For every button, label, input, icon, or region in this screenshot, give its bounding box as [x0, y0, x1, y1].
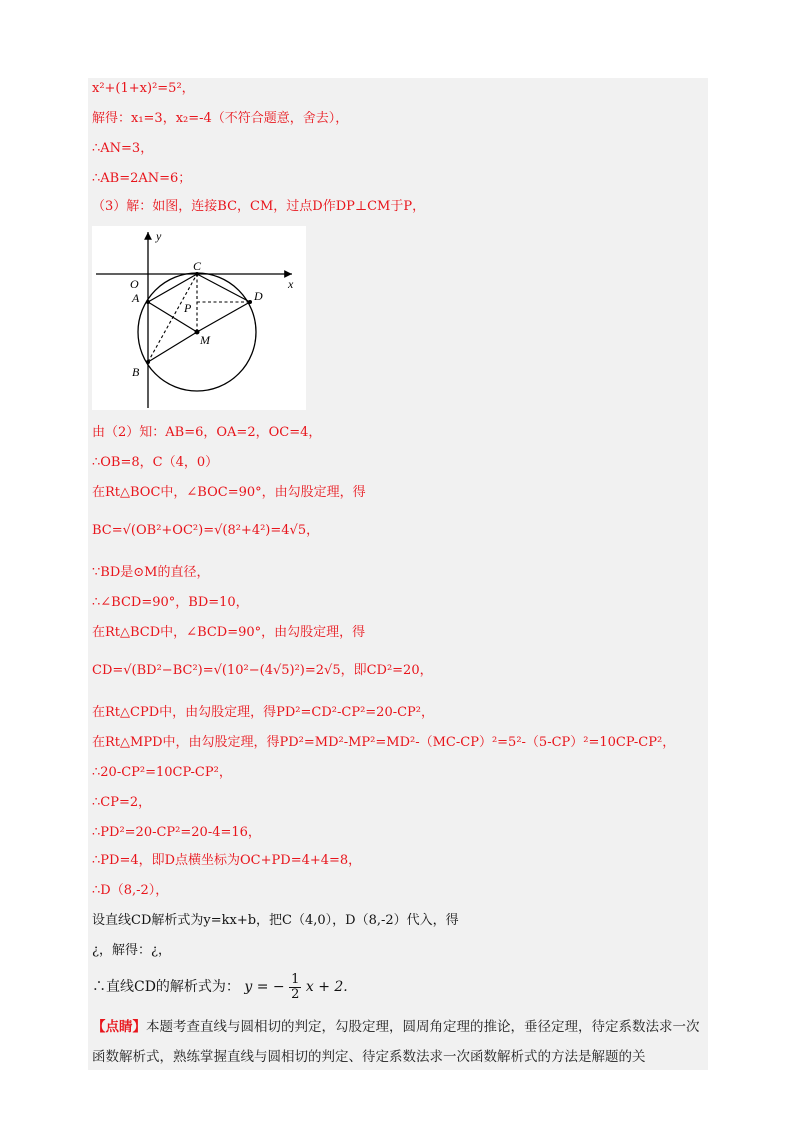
line-cd-result [92, 970, 348, 1004]
geometry-figure [92, 226, 306, 410]
point-d [248, 300, 252, 304]
ob-value-line: ∴OB=8，C（4，0） [92, 455, 219, 470]
given-values-line: 由（2）知：AB=6，OA=2，OC=4， [92, 425, 322, 440]
part3-intro-line: （3）解：如图，连接BC，CM，过点D作DP⊥CM于P， [92, 199, 426, 214]
pd-value-line: ∴PD=4，即D点横坐标为OC+PD=4+4=8， [92, 853, 362, 868]
solve-line: ¿，解得：¿， [92, 943, 171, 958]
result-suffix: x + 2. [305, 979, 348, 995]
point-d-line: ∴D（8,-2）， [92, 883, 169, 898]
line-cd-setup-line: 设直线CD解析式为y=kx+b，把C（4,0），D（8,-2）代入，得 [92, 913, 459, 928]
point-m [195, 330, 200, 335]
segment-bc [148, 274, 197, 362]
triangle-bcd-line: 在Rt△BCD中，∠BCD=90°，由勾股定理，得 [92, 625, 366, 640]
label-b: B [132, 365, 140, 379]
bc-formula-line: BC=√(OB²+OC²)=√(8²+4²)=4√5， [92, 523, 320, 538]
key-point-text: 本题考查直线与圆相切的判定，勾股定理，圆周角定理的推论，垂径定理，待定系数法求一次函数解析式，熟练掌握直线与圆相切的判定、待定系数法求一次函数解析式的方法是解题的关 [92, 1019, 700, 1065]
point-b [146, 360, 150, 364]
label-d: D [254, 289, 263, 303]
label-c: C [193, 259, 202, 273]
label-p: P [184, 301, 192, 315]
fraction-numerator: 1 [291, 971, 300, 987]
circle-diagram [92, 226, 306, 410]
ab-value-line: ∴AB=2AN=6； [92, 171, 192, 186]
label-x: x [288, 277, 294, 291]
result-prefix: ∴直线CD的解析式为： [92, 979, 240, 995]
result-y: y = − [244, 979, 285, 995]
segment-bm [148, 332, 197, 362]
equation-line-1: x²+(1+x)²=5²， [92, 81, 195, 96]
triangle-mpd-line: 在Rt△MPD中，由勾股定理，得PD²=MD²-MP²=MD²-（MC-CP）²=5²-（5-CP）²=10CP-CP²， [92, 735, 676, 750]
pd-squared-line: ∴PD²=20-CP²=20-4=16， [92, 825, 261, 840]
fraction-denominator: 2 [291, 986, 300, 1002]
triangle-cpd-line: 在Rt△CPD中，由勾股定理，得PD²=CD²-CP²=20-CP²， [92, 705, 435, 720]
key-point-tag: 【点睛】 [92, 1019, 146, 1035]
cd-formula-line: CD=√(BD²−BC²)=√(10²−(4√5)²)=2√5，即CD²=20， [92, 663, 433, 678]
label-o: O [130, 277, 139, 291]
bd-diameter-line: ∵BD是⊙M的直径， [92, 565, 210, 580]
label-a: A [132, 291, 140, 305]
solution-roots-line: 解得：x₁=3，x₂=-4（不符合题意，舍去）， [92, 111, 349, 126]
label-y: y [156, 229, 162, 243]
key-point-note [92, 1012, 704, 1072]
an-value-line: ∴AN=3， [92, 141, 154, 156]
point-a [146, 300, 150, 304]
triangle-boc-line: 在Rt△BOC中，∠BOC=90°，由勾股定理，得 [92, 485, 366, 500]
equation-cp-line: ∴20-CP²=10CP-CP²， [92, 765, 232, 780]
fraction-one-half [289, 973, 301, 1002]
segment-cd [197, 274, 250, 302]
cp-value-line: ∴CP=2， [92, 795, 152, 810]
segment-dm [197, 302, 250, 332]
angle-bcd-line: ∴∠BCD=90°，BD=10， [92, 595, 249, 610]
label-m: M [200, 333, 210, 347]
